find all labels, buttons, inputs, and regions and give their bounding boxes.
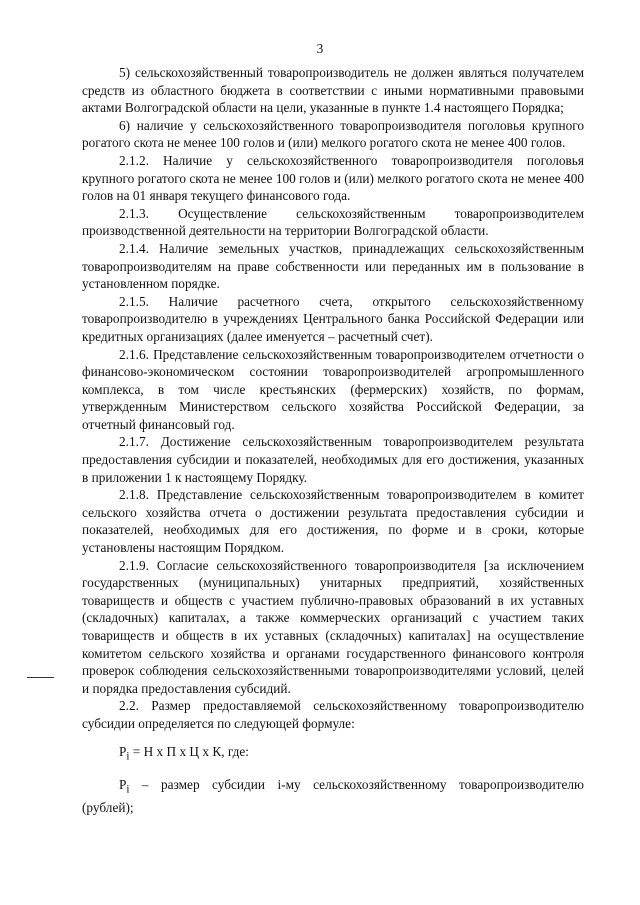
- definition-subscript: i: [126, 783, 130, 796]
- margin-dash-mark: [27, 677, 54, 678]
- paragraph-2-1-4: 2.1.4. Наличие земельных участков, принадлежащих сельскохозяйственным товаропроизводителям на праве собственности или переданных им в пользование в установленном порядке.: [82, 240, 584, 292]
- page-number: 3: [316, 41, 324, 56]
- paragraph-2-1-7: 2.1.7. Достижение сельскохозяйственным товаропроизводителем результата предоставления субсидии и показателей, необходимых для его достижения, указанных в приложении 1 к настоящему Порядку.: [82, 434, 584, 485]
- paragraph-2-1-6: 2.1.6. Представление сельскохозяйственным товаропроизводителем отчетности о финансово-экономическом состоянии товаропроизводителей агропромышленного комплекса, в том числе крестьянских (фермерских) хозяйств, по формам, утвержденным Министерством сельского хозяйства Российской Федерации, за отчетный финансовый год.: [82, 346, 584, 432]
- paragraph-2-2: 2.2. Размер предоставляемой сельскохозяйственному товаропроизводителю субсидии определяется по следующей формуле:: [82, 698, 584, 731]
- formula-definition: [82, 776, 584, 817]
- document-body: [82, 64, 584, 817]
- subsidy-formula: [82, 733, 584, 776]
- paragraph-2-1-9: 2.1.9. Согласие сельскохозяйственного товаропроизводителя [за исключением государственных (муниципальных) унитарных предприятий, хозяйственных товариществ и обществ с участием публично-правовых образований в их уставных (складочных) капиталах, а также коммерческих организаций с участием таких товариществ и обществ в их уставных (складочных) капиталах] на осуществление комитетом сельского хозяйства и органами государственного финансового контроля проверок соблюдения сельскохозяйственными товаропроизводителями условий, целей и порядка предоставления субсидий.: [82, 557, 584, 696]
- paragraph-item-6: 6) наличие у сельскохозяйственного товаропроизводителя поголовья крупного рогатого скота не менее 100 голов и (или) мелкого рогатого скота не менее 400 голов.: [82, 117, 584, 151]
- definition-text: – размер субсидии i-му сельскохозяйственному товаропроизводителю (рублей);: [82, 776, 584, 816]
- definition-symbol: P: [119, 776, 127, 792]
- paragraph-2-1-8: 2.1.8. Представление сельскохозяйственным товаропроизводителем в комитет сельского хозяйства отчета о достижении результата предоставления субсидии и показателей, необходимых для его достижения, по форме и в сроки, которые установлены настоящим Порядком.: [82, 487, 584, 556]
- paragraph-item-5: 5) сельскохозяйственный товаропроизводитель не должен являться получателем средств из областного бюджета в соответствии с иными нормативными правовыми актами Волгоградской области на цели, указанные в пункте 1.4 настоящего Порядка;: [82, 65, 584, 116]
- formula-expression: = Н х П х Ц х К, где:: [129, 743, 250, 759]
- paragraph-2-1-5: 2.1.5. Наличие расчетного счета, открытого сельскохозяйственному товаропроизводителю в учреждениях Центрального банка Российской Федерации или кредитных организациях (далее именуется – расчетный счет).: [82, 293, 584, 344]
- formula-subscript: i: [126, 750, 130, 763]
- paragraph-2-1-2: 2.1.2. Наличие у сельскохозяйственного товаропроизводителя поголовья крупного рогатого скота не менее 100 голов и (или) мелкого рогатого скота не менее 400 голов на 01 января текущего финансового года.: [82, 152, 584, 204]
- formula-symbol: P: [119, 743, 127, 759]
- paragraph-2-1-3: 2.1.3. Осуществление сельскохозяйственным товаропроизводителем производственной деятельности на территории Волгоградской области.: [82, 205, 584, 239]
